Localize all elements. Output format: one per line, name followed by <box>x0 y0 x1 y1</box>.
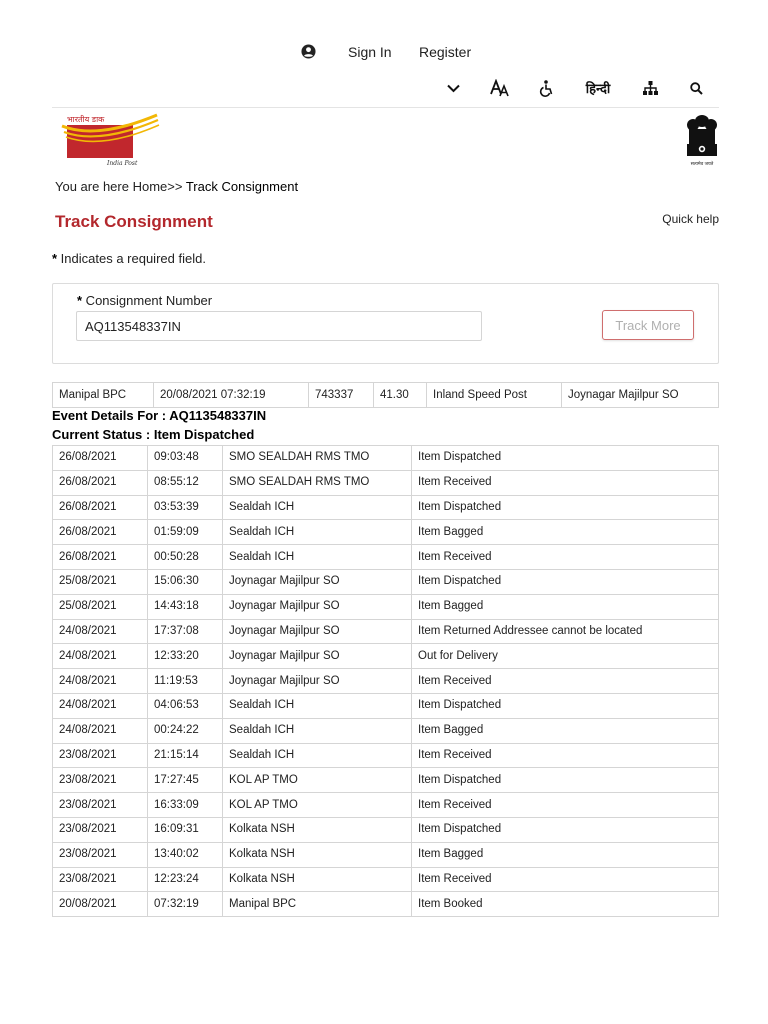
logo-hindi-text: भारतीय डाक <box>67 115 105 124</box>
event-date: 24/08/2021 <box>53 644 148 669</box>
event-time: 14:43:18 <box>148 594 223 619</box>
event-description: Item Bagged <box>412 718 719 743</box>
event-date: 23/08/2021 <box>53 817 148 842</box>
event-office: Kolkata NSH <box>223 867 412 892</box>
event-office: Joynagar Majilpur SO <box>223 594 412 619</box>
table-row <box>53 446 719 471</box>
event-date: 26/08/2021 <box>53 520 148 545</box>
event-description: Item Dispatched <box>412 693 719 718</box>
sitemap-icon[interactable] <box>642 78 658 98</box>
table-row <box>53 619 719 644</box>
table-row <box>53 867 719 892</box>
table-row <box>53 842 719 867</box>
event-description: Item Received <box>412 545 719 570</box>
event-time: 04:06:53 <box>148 693 223 718</box>
event-time: 00:50:28 <box>148 545 223 570</box>
event-date: 20/08/2021 <box>53 892 148 917</box>
event-description: Item Received <box>412 669 719 694</box>
event-office: SMO SEALDAH RMS TMO <box>223 470 412 495</box>
table-row <box>53 669 719 694</box>
accessibility-icon[interactable] <box>538 78 554 98</box>
font-size-icon[interactable] <box>490 78 510 98</box>
event-time: 00:24:22 <box>148 718 223 743</box>
event-office: Sealdah ICH <box>223 545 412 570</box>
table-row <box>53 718 719 743</box>
current-status: Current Status : Item Dispatched <box>52 427 255 442</box>
summary-booking-datetime: 20/08/2021 07:32:19 <box>154 383 309 408</box>
event-date: 23/08/2021 <box>53 793 148 818</box>
event-description: Item Bagged <box>412 594 719 619</box>
india-post-logo[interactable] <box>52 112 162 168</box>
event-description: Item Received <box>412 793 719 818</box>
table-row <box>53 545 719 570</box>
summary-article-type: Inland Speed Post <box>427 383 562 408</box>
page-title: Track Consignment <box>55 212 213 231</box>
event-time: 16:09:31 <box>148 817 223 842</box>
consignment-form <box>52 283 719 364</box>
event-date: 26/08/2021 <box>53 470 148 495</box>
event-description: Item Dispatched <box>412 768 719 793</box>
accessibility-toolbar <box>0 78 768 100</box>
national-emblem <box>684 112 720 168</box>
table-row <box>53 470 719 495</box>
required-note-text: Indicates a required field. <box>57 251 206 266</box>
tracking-events-table <box>52 445 719 917</box>
event-description: Out for Delivery <box>412 644 719 669</box>
consignment-number-input[interactable] <box>76 311 482 341</box>
event-office: Joynagar Majilpur SO <box>223 619 412 644</box>
event-description: Item Received <box>412 867 719 892</box>
event-time: 08:55:12 <box>148 470 223 495</box>
table-row <box>53 644 719 669</box>
event-office: Sealdah ICH <box>223 743 412 768</box>
event-office: Sealdah ICH <box>223 718 412 743</box>
event-time: 07:32:19 <box>148 892 223 917</box>
event-office: Sealdah ICH <box>223 495 412 520</box>
breadcrumb-prefix[interactable]: You are here Home>> <box>55 179 183 194</box>
table-row <box>53 743 719 768</box>
logo-english-text: India Post <box>107 160 138 167</box>
event-office: Manipal BPC <box>223 892 412 917</box>
table-row <box>53 569 719 594</box>
event-time: 09:03:48 <box>148 446 223 471</box>
event-office: Kolkata NSH <box>223 842 412 867</box>
event-date: 26/08/2021 <box>53 446 148 471</box>
summary-pincode: 743337 <box>309 383 374 408</box>
chevron-down-icon[interactable] <box>445 78 461 98</box>
summary-row <box>53 383 719 408</box>
event-description: Item Dispatched <box>412 495 719 520</box>
event-office: Joynagar Majilpur SO <box>223 644 412 669</box>
required-star: * <box>52 251 58 266</box>
event-date: 25/08/2021 <box>53 569 148 594</box>
sign-in-link[interactable]: Sign In <box>348 44 392 60</box>
header-divider <box>52 107 719 108</box>
consignment-label-text: Consignment Number <box>82 293 213 308</box>
event-date: 26/08/2021 <box>53 495 148 520</box>
event-date: 23/08/2021 <box>53 743 148 768</box>
table-row <box>53 495 719 520</box>
event-description: Item Dispatched <box>412 446 719 471</box>
summary-booked-at: Manipal BPC <box>53 383 154 408</box>
required-field-note <box>52 251 206 266</box>
event-date: 24/08/2021 <box>53 669 148 694</box>
event-time: 16:33:09 <box>148 793 223 818</box>
event-details-heading: Event Details For : AQ113548337IN <box>52 408 267 423</box>
quick-help-link[interactable]: Quick help <box>662 212 719 226</box>
user-circle-icon[interactable] <box>301 44 316 59</box>
hindi-language-link[interactable]: हिन्दी <box>585 82 611 97</box>
event-time: 03:53:39 <box>148 495 223 520</box>
event-office: SMO SEALDAH RMS TMO <box>223 446 412 471</box>
event-description: Item Dispatched <box>412 569 719 594</box>
event-office: Joynagar Majilpur SO <box>223 669 412 694</box>
table-row <box>53 520 719 545</box>
event-time: 15:06:30 <box>148 569 223 594</box>
event-date: 24/08/2021 <box>53 718 148 743</box>
event-date: 24/08/2021 <box>53 619 148 644</box>
event-time: 17:27:45 <box>148 768 223 793</box>
event-office: KOL AP TMO <box>223 793 412 818</box>
breadcrumb <box>55 179 298 194</box>
event-office: Sealdah ICH <box>223 520 412 545</box>
event-description: Item Bagged <box>412 520 719 545</box>
event-time: 12:23:24 <box>148 867 223 892</box>
event-description: Item Returned Addressee cannot be located <box>412 619 719 644</box>
summary-delivery-location: Joynagar Majilpur SO <box>562 383 719 408</box>
event-date: 23/08/2021 <box>53 842 148 867</box>
table-row <box>53 768 719 793</box>
table-row <box>53 793 719 818</box>
event-time: 21:15:14 <box>148 743 223 768</box>
table-row <box>53 693 719 718</box>
table-row <box>53 892 719 917</box>
event-time: 11:19:53 <box>148 669 223 694</box>
table-row <box>53 817 719 842</box>
consignment-number-label <box>77 293 212 308</box>
event-time: 01:59:09 <box>148 520 223 545</box>
event-date: 24/08/2021 <box>53 693 148 718</box>
search-icon[interactable] <box>689 78 703 98</box>
event-office: Joynagar Majilpur SO <box>223 569 412 594</box>
top-auth-bar <box>0 40 768 64</box>
event-date: 26/08/2021 <box>53 545 148 570</box>
table-row <box>53 594 719 619</box>
event-time: 12:33:20 <box>148 644 223 669</box>
emblem-motto: सत्यमेव जयते <box>690 162 714 167</box>
event-description: Item Booked <box>412 892 719 917</box>
event-description: Item Bagged <box>412 842 719 867</box>
event-office: Kolkata NSH <box>223 817 412 842</box>
summary-tariff: 41.30 <box>374 383 427 408</box>
event-time: 13:40:02 <box>148 842 223 867</box>
booking-summary-table <box>52 382 719 408</box>
event-office: KOL AP TMO <box>223 768 412 793</box>
event-description: Item Received <box>412 470 719 495</box>
event-date: 23/08/2021 <box>53 867 148 892</box>
event-description: Item Dispatched <box>412 817 719 842</box>
event-office: Sealdah ICH <box>223 693 412 718</box>
register-link[interactable]: Register <box>419 44 472 60</box>
event-description: Item Received <box>412 743 719 768</box>
events-body <box>53 446 719 917</box>
track-more-button[interactable]: Track More <box>602 310 694 340</box>
event-date: 23/08/2021 <box>53 768 148 793</box>
breadcrumb-current: Track Consignment <box>185 179 299 194</box>
event-date: 25/08/2021 <box>53 594 148 619</box>
event-time: 17:37:08 <box>148 619 223 644</box>
required-star: * <box>77 293 83 308</box>
